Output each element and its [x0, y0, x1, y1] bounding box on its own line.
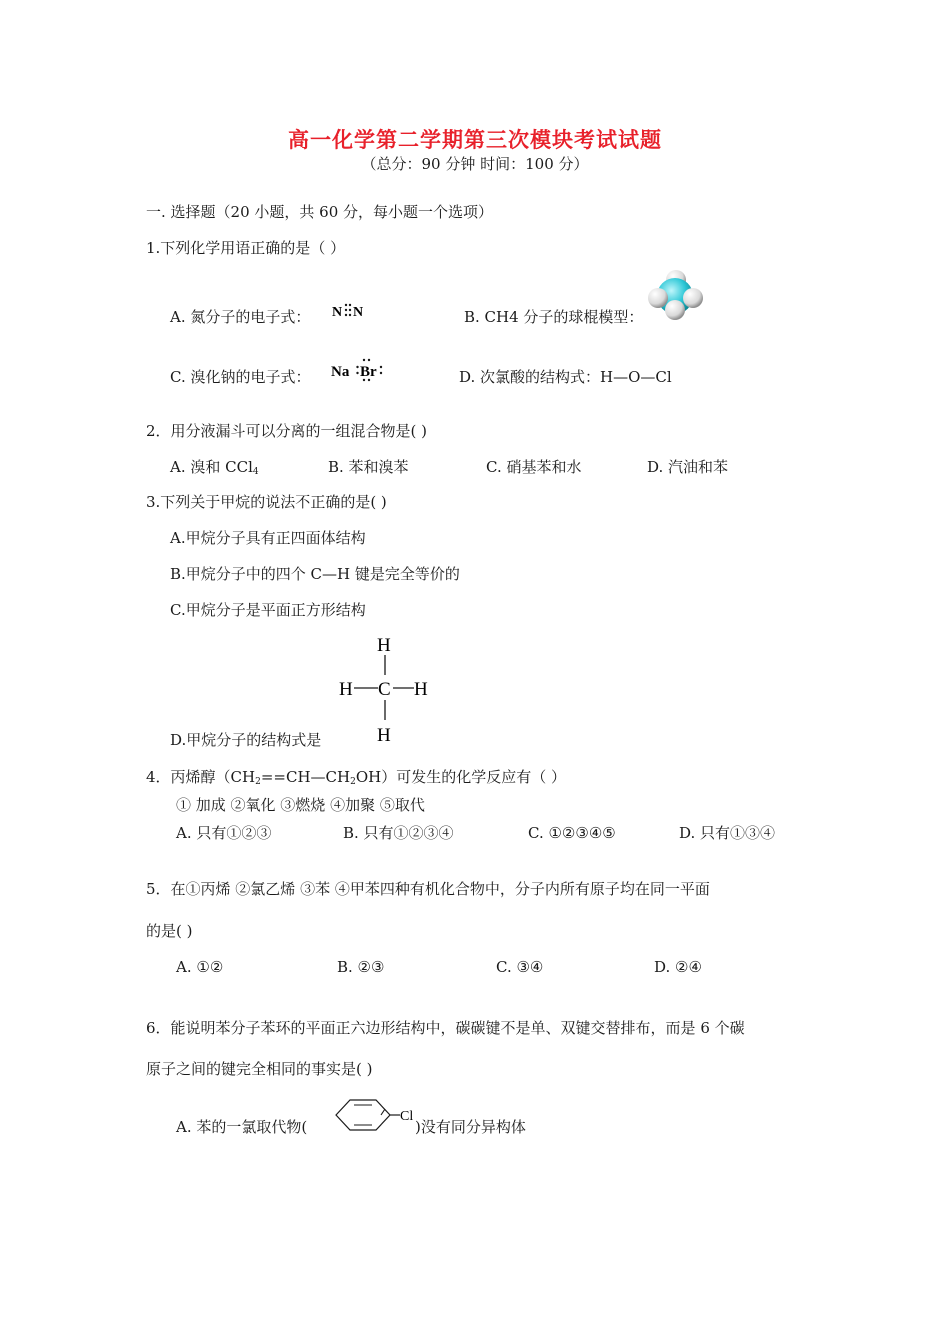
q3-option-b: B.甲烷分子中的四个 C—H 键是完全等价的	[170, 565, 460, 583]
q6-stem-line-2: 原子之间的键完全相同的事实是( )	[146, 1060, 373, 1078]
q4-items: ① 加成 ②氧化 ③燃烧 ④加聚 ⑤取代	[176, 796, 425, 814]
q2-option-b: B. 苯和溴苯	[328, 458, 409, 476]
q4-option-c: C. ①②③④⑤	[528, 824, 616, 842]
q2-stem: 2．用分液漏斗可以分离的一组混合物是( )	[146, 422, 428, 440]
sodium-bromide-electron-formula	[330, 356, 388, 384]
nitrogen-electron-formula	[331, 299, 375, 321]
q6-option-a-pre: A. 苯的一氯取代物(	[176, 1118, 308, 1136]
q6-option-a-post: )没有同分异构体	[415, 1118, 526, 1136]
methane-ball-stick-model	[646, 268, 706, 324]
q1-option-a: A. 氮分子的电子式：	[170, 308, 311, 326]
q1-option-b: B. CH4 分子的球棍模型：	[464, 308, 644, 326]
q4-stem-mid: ==CH—CH	[260, 768, 351, 786]
q1-option-c: C. 溴化钠的电子式：	[170, 368, 311, 386]
q1-option-d: D. 次氯酸的结构式：H—O—Cl	[459, 368, 672, 386]
q4-stem	[146, 768, 566, 791]
page-subtitle: （总分：90 分钟 时间：100 分）	[361, 155, 589, 173]
q5-stem-line-2: 的是( )	[146, 922, 193, 940]
q5-option-b: B. ②③	[337, 958, 385, 976]
q3-stem: 3.下列关于甲烷的说法不正确的是( )	[146, 493, 387, 511]
q3-option-c: C.甲烷分子是平面正方形结构	[170, 601, 366, 619]
struct-h-top: H	[377, 635, 391, 656]
q1-stem: 1.下列化学用语正确的是（ ）	[146, 239, 346, 257]
q4-sub-1: 2	[255, 777, 261, 787]
struct-h-right: H	[414, 679, 428, 700]
chlorobenzene-structure	[330, 1096, 416, 1140]
q4-stem-post: OH）可发生的化学反应有（ ）	[355, 768, 566, 786]
formula-na: Na	[331, 364, 350, 380]
formula-n-left: N	[332, 305, 343, 320]
q5-stem-line-1: 5．在①丙烯 ②氯乙烯 ③苯 ④甲苯四种有机化合物中，分子内所有原子均在同一平面	[146, 880, 710, 898]
struct-h-bottom: H	[377, 725, 391, 746]
q5-option-d: D. ②④	[654, 958, 702, 976]
q2-option-c: C. 硝基苯和水	[486, 458, 582, 476]
q2-option-a-text: A. 溴和 CCl	[170, 458, 253, 476]
formula-cl: Cl	[400, 1109, 414, 1124]
q4-stem-pre: 4．丙烯醇（CH	[146, 768, 256, 786]
formula-n-right: N	[353, 305, 364, 320]
formula-br: Br	[360, 364, 377, 380]
q6-stem-line-1: 6．能说明苯分子苯环的平面正六边形结构中，碳碳键不是单、双键交替排布，而是 6 个碳	[146, 1019, 745, 1037]
q4-option-a: A. 只有①②③	[176, 824, 272, 842]
q4-option-b: B. 只有①②③④	[343, 824, 454, 842]
triple-bond-dots	[345, 304, 351, 316]
section-heading: 一. 选择题（20 小题，共 60 分，每小题一个选项）	[146, 203, 494, 221]
q4-sub-2: 2	[350, 777, 356, 787]
q3-option-a: A.甲烷分子具有正四面体结构	[170, 529, 366, 547]
struct-c: C	[378, 679, 391, 700]
q4-option-d: D. 只有①③④	[679, 824, 776, 842]
methane-structural-formula	[336, 632, 436, 748]
page-title: 高一化学第二学期第三次模块考试试题	[288, 128, 662, 152]
q2-option-a-sub: 4	[252, 467, 259, 477]
struct-h-left: H	[339, 679, 353, 700]
q2-option-a	[170, 458, 259, 481]
q5-option-c: C. ③④	[496, 958, 544, 976]
q2-option-d: D. 汽油和苯	[647, 458, 729, 476]
q5-option-a: A. ①②	[176, 958, 224, 976]
q3-option-d: D.甲烷分子的结构式是	[170, 731, 322, 749]
